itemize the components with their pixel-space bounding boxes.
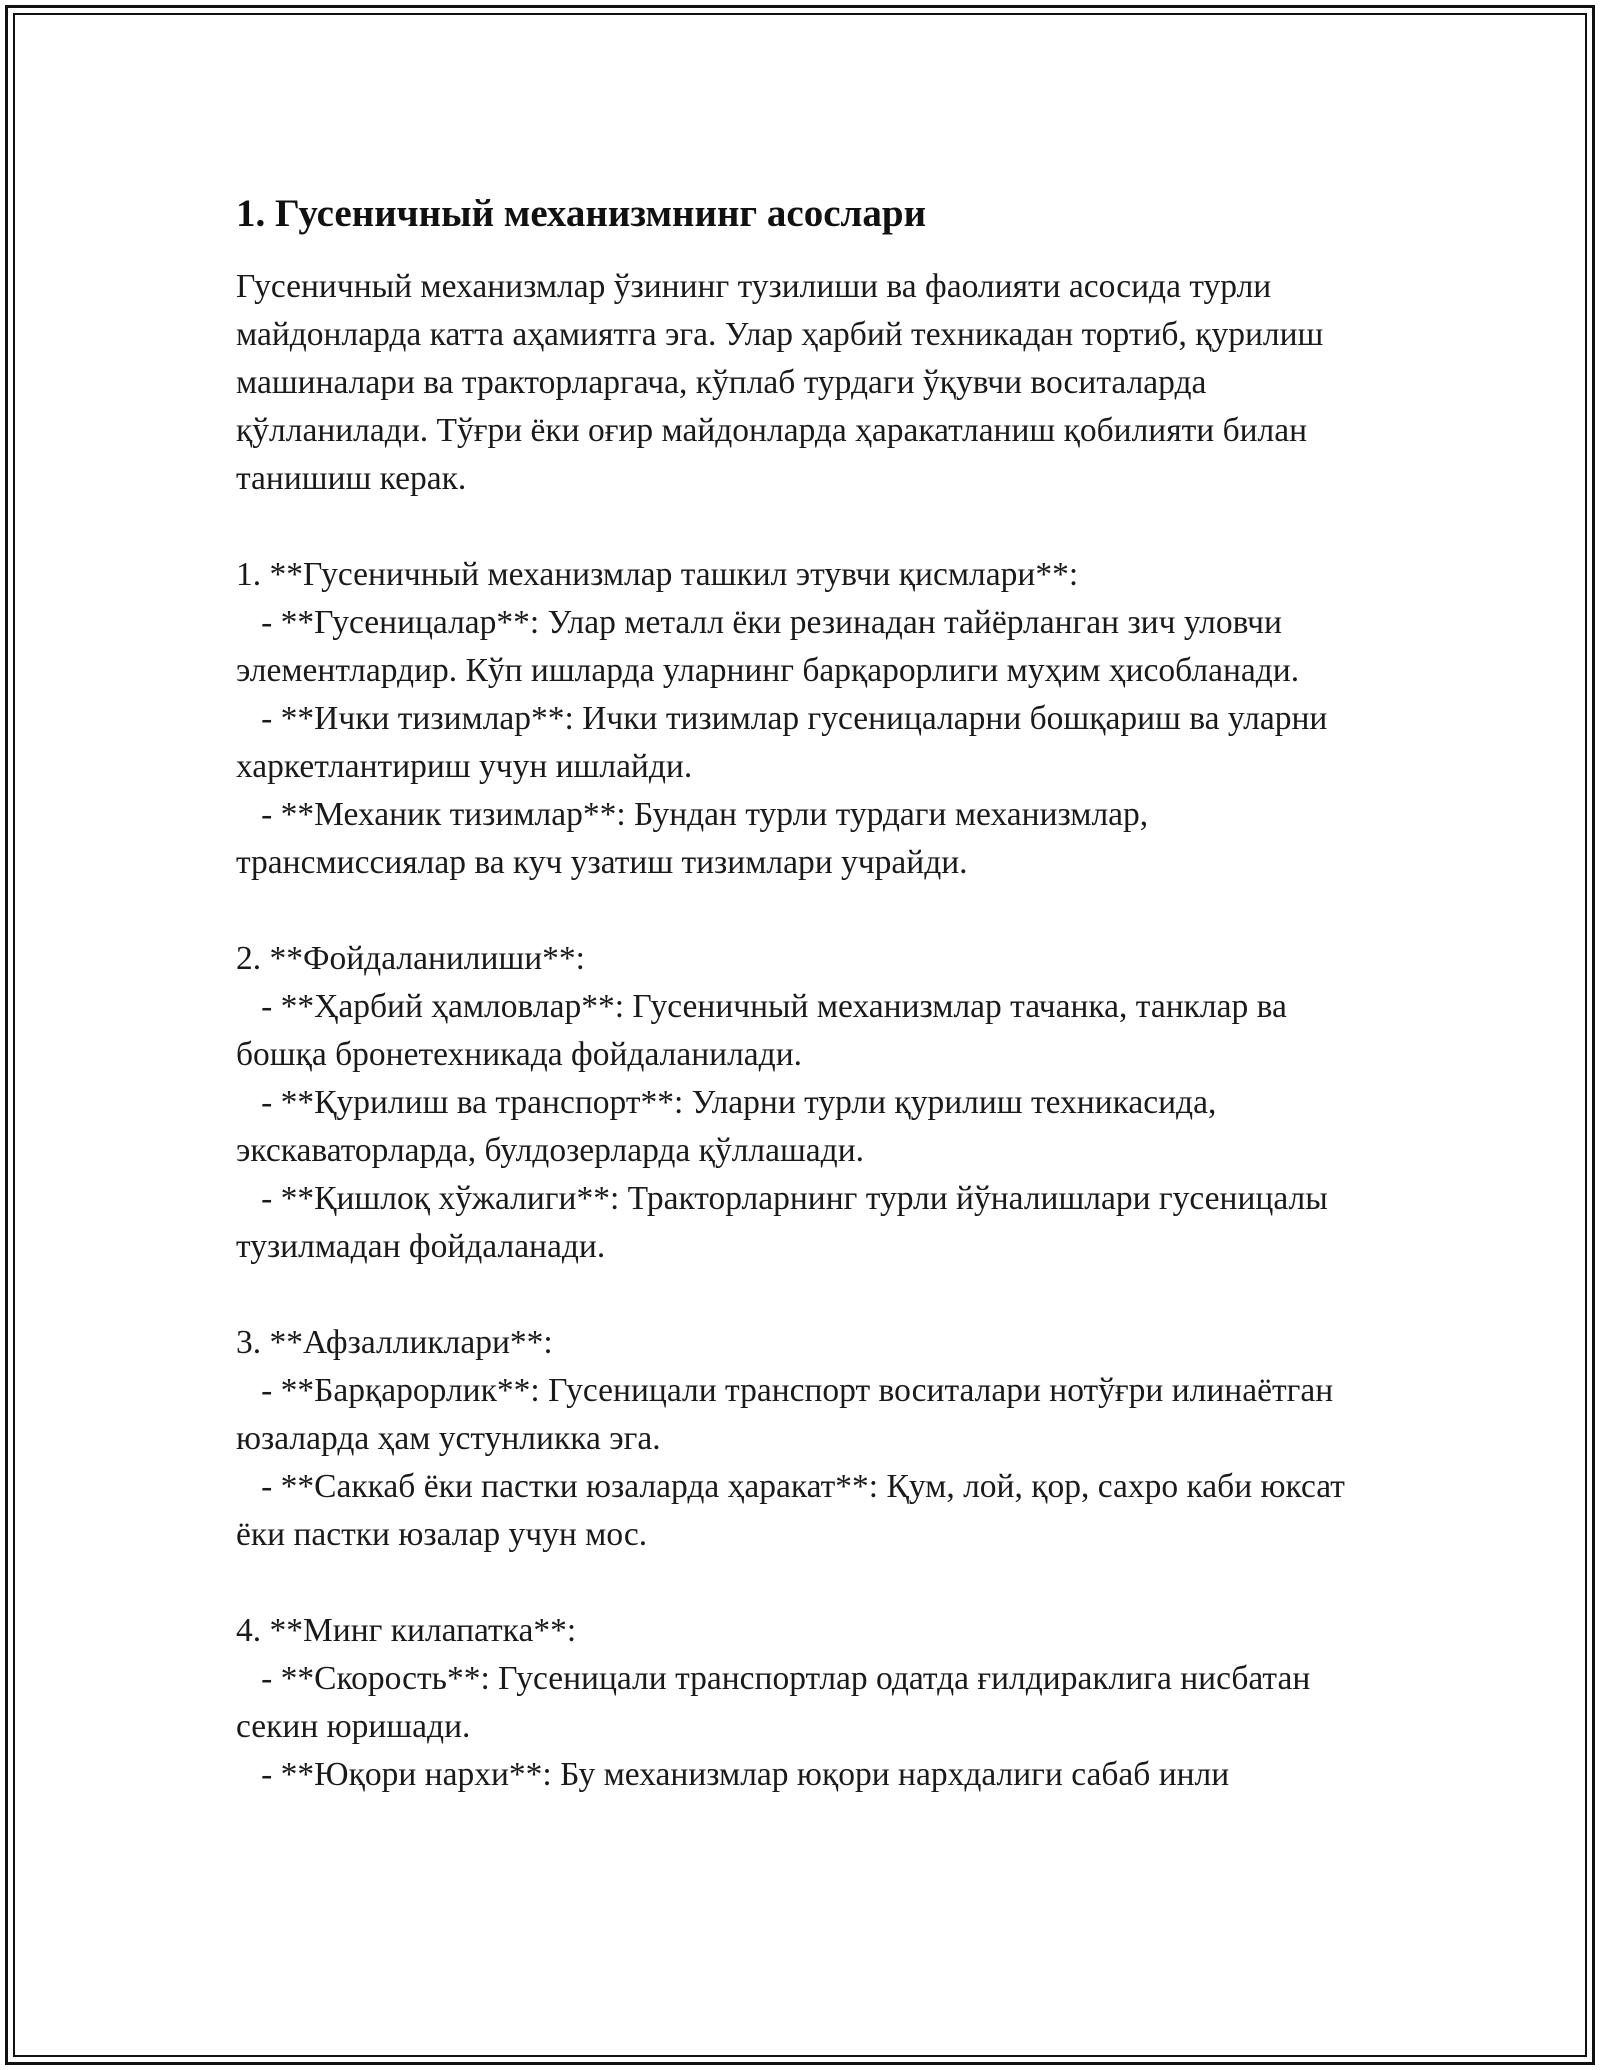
list-item: - **Скорость**: Гусеницали транспортлар одатда ғилдираклига нисбатан секин юришади. — [236, 1660, 1319, 1745]
section-usage — [236, 935, 1366, 1271]
list-item: - **Ҳарбий ҳамловлар**: Гусеничный механизмлар тачанка, танклар ва бошқа бронетехникада фойдаланилади. — [236, 988, 1296, 1073]
list-item: - **Қурилиш ва транспорт**: Уларни турли қурилиш техникасида, экскаваторларда, булдозерларда қўллашади. — [236, 1084, 1225, 1169]
list-item: - **Юқори нархи**: Бу механизмлар юқори нархдалиги сабаб инли — [236, 1756, 1230, 1793]
list-item: - **Ички тизимлар**: Ички тизимлар гусеницаларни бошқариш ва уларни харкетлантириш учун ишлайди. — [236, 700, 1336, 785]
document-body — [236, 185, 1366, 1799]
section-components — [236, 551, 1366, 887]
section-title: 4. **Минг килапатка**: — [236, 1612, 577, 1649]
section-drawbacks — [236, 1607, 1366, 1799]
intro-paragraph: Гусеничный механизмлар ўзининг тузилиши ва фаолияти асосида турли майдонларда катта аҳамиятга эга. Улар ҳарбий техникадан тортиб, қурилиш машиналари ва тракторларгача, кўплаб турдаги ўқувчи воситаларда қўлланилади. Тўғри ёки оғир майдонларда ҳаракатланиш қобилияти билан танишиш керак. — [236, 268, 1332, 497]
list-item: - **Механик тизимлар**: Бундан турли турдаги механизмлар, трансмиссиялар ва куч узатиш тизимлари учрайди. — [236, 796, 1157, 881]
section-title: 3. **Афзалликлари**: — [236, 1324, 553, 1361]
list-item: - **Саккаб ёки пастки юзаларда ҳаракат**: Қум, лой, қор, сахро каби юксат ёки пастки юзалар учун мос. — [236, 1468, 1354, 1553]
list-item: - **Барқарорлик**: Гусеницали транспорт воситалари нотўғри илинаётган юзаларда ҳам устунликка эга. — [236, 1372, 1342, 1457]
section-title: 2. **Фойдаланилиши**: — [236, 940, 585, 977]
list-item: - **Гусеницалар**: Улар металл ёки резинадан тайёрланган зич уловчи элементлардир. Кўп ишларда уларнинг барқарорлиги муҳим ҳисобланади. — [236, 604, 1300, 689]
section-title: 1. **Гусеничный механизмлар ташкил этувчи қисмлари**: — [236, 556, 1079, 593]
section-advantages — [236, 1319, 1366, 1559]
document-heading: 1. Гусеничный механизмнинг асослари — [236, 192, 927, 235]
list-item: - **Қишлоқ хўжалиги**: Тракторларнинг турли йўналишлари гусеницалы тузилмадан фойдаланади. — [236, 1180, 1337, 1265]
